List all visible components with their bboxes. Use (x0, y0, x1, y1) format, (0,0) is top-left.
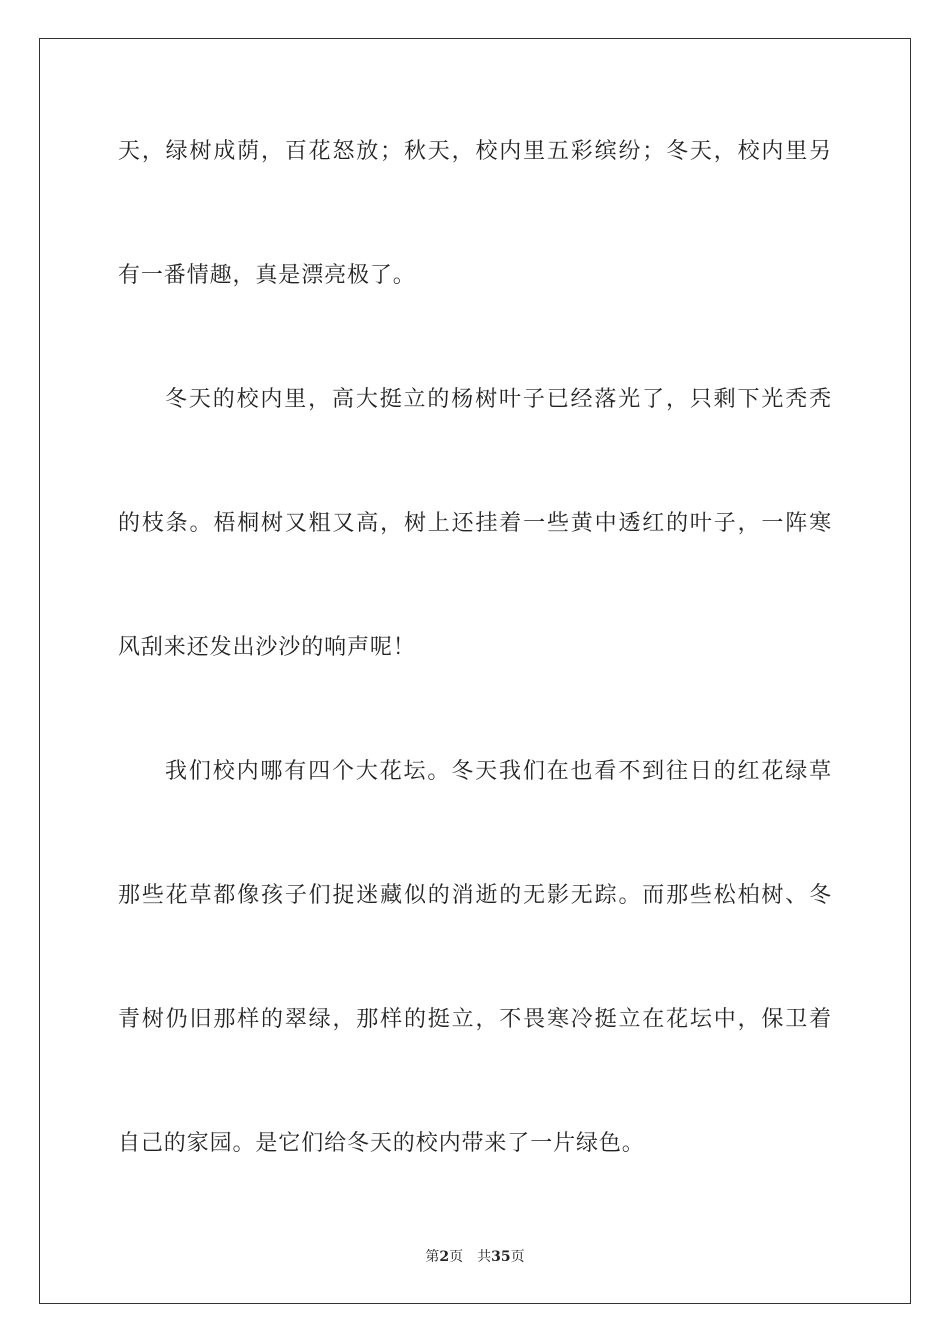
paragraph-2-line-2: 的枝条。梧桐树又粗又高，树上还挂着一些黄中透红的叶子，一阵寒 (118, 511, 832, 536)
paragraph-2-line-3: 风刮来还发出沙沙的响声呢！ (118, 635, 416, 660)
page-prefix: 第 (425, 1249, 440, 1265)
total-pages: 35 (491, 1249, 511, 1265)
total-suffix: 页 (510, 1249, 525, 1265)
text-line-1: 天，绿树成荫，百花怒放；秋天，校内里五彩缤纷；冬天，校内里另 (118, 139, 832, 164)
page-number: 2 (439, 1249, 450, 1265)
paragraph-3-line-2: 那些花草都像孩子们捉迷藏似的消逝的无影无踪。而那些松柏树、冬 (118, 883, 832, 908)
page-suffix: 页 (449, 1249, 464, 1265)
paragraph-3-line-4: 自己的家园。是它们给冬天的校内带来了一片绿色。 (118, 1131, 645, 1156)
page-border (39, 38, 911, 1304)
total-prefix: 共 (477, 1249, 492, 1265)
paragraph-2-line-1: 冬天的校内里，高大挺立的杨树叶子已经落光了，只剩下光秃秃 (165, 387, 832, 412)
paragraph-3-line-1: 我们校内哪有四个大花坛。冬天我们在也看不到往日的红花绿草 (165, 759, 832, 784)
page-footer (0, 1247, 950, 1267)
text-line-2: 有一番情趣，真是漂亮极了。 (118, 263, 416, 288)
paragraph-3-line-3: 青树仍旧那样的翠绿，那样的挺立，不畏寒冷挺立在花坛中，保卫着 (118, 1007, 832, 1032)
